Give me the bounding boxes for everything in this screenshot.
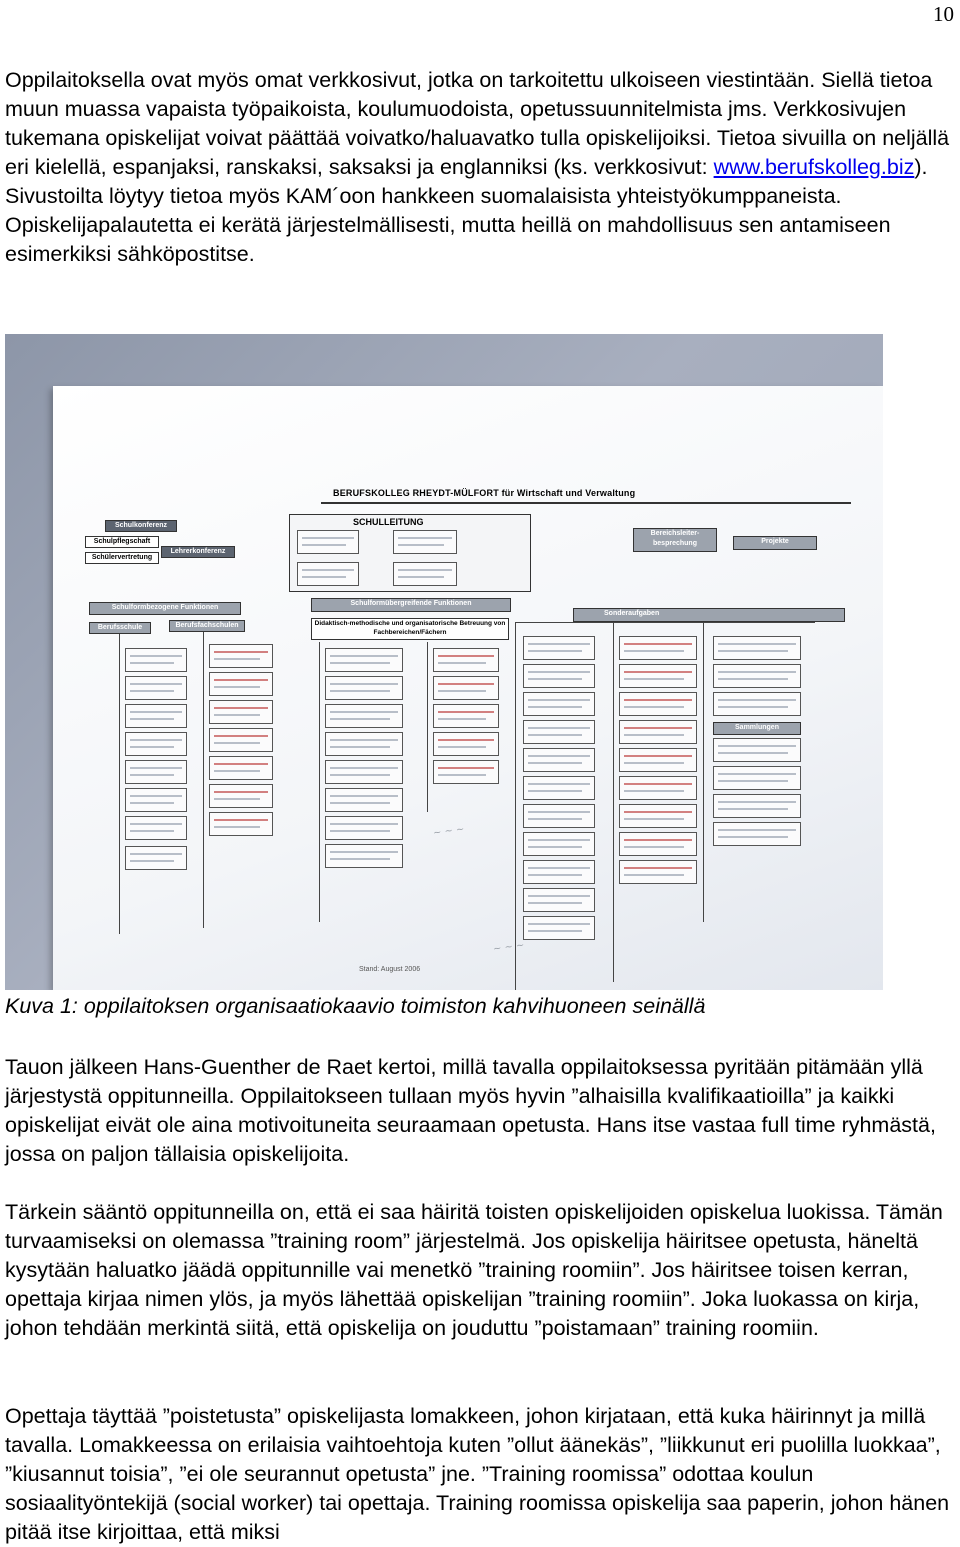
- box-didaktisch: Didaktisch-methodische und organisatorische Betreuung von Fachbereichen/Fächern: [311, 618, 509, 640]
- sa-box-25: [713, 766, 801, 790]
- line-col-7: [703, 622, 704, 922]
- handwriting-1: ~ ~ ~: [432, 823, 466, 840]
- title-rule: [321, 502, 851, 504]
- org-chart-paper: [53, 386, 883, 990]
- sa-box-27: [713, 822, 801, 846]
- did-box-8: [325, 844, 403, 868]
- paragraph-1: Tauon jälkeen Hans-Guenther de Raet kertoi, millä tavalla oppilaitoksessa pyritään pitämään yllä järjestystä oppitunneilla. Oppilaitokseen tullaan myös hyvin ”alhaisilla kvalifikaatioilla” ja kaikki opiskelijat eivät ole aina motivoituneita seuraamaan opetusta. Hans itse vastaa full time ryhmästä, jossa on paljon tällaisia opiskelijoita.: [5, 1055, 936, 1166]
- line-col-2: [203, 632, 204, 928]
- bs-box-6: [125, 788, 187, 812]
- sa-box-5: [523, 748, 595, 772]
- did-box-2: [325, 676, 403, 700]
- sa-box-3: [523, 692, 595, 716]
- sa-box-14: [619, 692, 697, 716]
- intro-text-after-link: ). Sivustoilta löytyy tietoa myös KAM´oon hankkeen suomalaisista yhteistyökumppaneista. Opiskelijapalautetta ei kerätä järjestelmällisesti, mutta heillä on mahdollisuus sen antamiseen esimerkiksi sähköpostitse.: [5, 155, 928, 266]
- bs-box-3: [125, 704, 187, 728]
- sa-box-4: [523, 720, 595, 744]
- box-schulformuebergreifende: Schulformübergreifende Funktionen: [311, 598, 511, 612]
- sa-box-16: [619, 748, 697, 772]
- leitung-box-1: [297, 530, 359, 554]
- leitung-box-2: [393, 530, 457, 554]
- sa-box-6: [523, 776, 595, 800]
- sa-box-19: [619, 832, 697, 856]
- leitung-box-3: [297, 562, 359, 586]
- line-top-right: [515, 622, 815, 623]
- bs-box-5: [125, 760, 187, 784]
- handwriting-2: ~ ~ ~: [492, 939, 526, 956]
- box-schulpflegschaft: Schulpflegschaft: [85, 536, 159, 548]
- sa-box-17: [619, 776, 697, 800]
- bfs-box-5: [209, 756, 273, 780]
- did-box-4: [325, 732, 403, 756]
- bs-box-7: [125, 816, 187, 840]
- box-sammlungen: Sammlungen: [713, 722, 801, 735]
- sa-box-2: [523, 664, 595, 688]
- sa-box-22: [713, 664, 801, 688]
- box-bereichsleiter: Bereichsleiter-besprechung: [633, 528, 717, 552]
- bs-box-2: [125, 676, 187, 700]
- did-box-5: [325, 760, 403, 784]
- org-chart-title: BERUFSKOLLEG RHEYDT-MÜLFORT für Wirtschaft und Verwaltung: [333, 488, 636, 498]
- sa-box-10: [523, 888, 595, 912]
- sa-box-24: [713, 738, 801, 762]
- did-box-11: [433, 704, 499, 728]
- sa-box-15: [619, 720, 697, 744]
- did-box-7: [325, 816, 403, 840]
- box-schuelervertretung: Schülervertretung: [85, 552, 159, 564]
- line-col-5: [515, 622, 516, 990]
- figure-caption: Kuva 1: oppilaitoksen organisaatiokaavio toimiston kahvihuoneen seinällä: [5, 994, 706, 1018]
- sa-box-12: [619, 636, 697, 660]
- bfs-box-2: [209, 672, 273, 696]
- box-schulkonferenz: Schulkonferenz: [105, 520, 177, 532]
- sa-box-18: [619, 804, 697, 828]
- bfs-box-1: [209, 644, 273, 668]
- paragraph-3: Opettaja täyttää ”poistetusta” opiskelijasta lomakkeen, johon kirjataan, että kuka häirinnyt ja millä tavalla. Lomakkeessa on erilaisia vaihtoehtoja kuten ”ollut äänekäs”, ”liikkunut eri puolilla luokkaa”, ”kiusannut toisia”, ”ei ole seurannut opetusta” jne. ”Training roomissa” odottaa koulun sosiaalityöntekijä (social worker) tai opettaja. Training roomissa opiskelija saa paperin, johon hänen pitää itse kirjoittaa, että miksi: [5, 1404, 950, 1544]
- bs-box-4: [125, 732, 187, 756]
- bs-box-1: [125, 648, 187, 672]
- line-col-1: [119, 634, 120, 934]
- intro-paragraph: [5, 66, 957, 269]
- bfs-box-4: [209, 728, 273, 752]
- box-schulformbezogene: Schulformbezogene Funktionen: [89, 602, 241, 615]
- website-link[interactable]: www.berufskolleg.biz: [713, 155, 915, 179]
- bfs-box-3: [209, 700, 273, 724]
- bfs-box-6: [209, 784, 273, 808]
- box-berufsfachschulen: Berufsfachschulen: [169, 620, 245, 632]
- bfs-box-7: [209, 812, 273, 836]
- sa-box-23: [713, 692, 801, 716]
- paragraph-2: Tärkein sääntö oppitunneilla on, että ei saa häiritä toisten opiskelijoiden opiskelua luokissa. Tämän turvaamiseksi on olemassa ”training room” järjestelmä. Jos opiskelija häiritsee opetusta, häneltä kysytään haluatko jäädä oppitunnille vai menetkö ”training roomiin”. Jos häiritsee toisen kerran, opettaja kirjaa nimen ylös, ja myös lähettää opiskelijan ”training roomiin”. Joka luokassa on kirja, johon tehdään merkintä siitä, että opiskelija on jouduttu ”poistamaan” training roomiin.: [5, 1200, 943, 1340]
- line-col-3: [319, 642, 320, 922]
- schulleitung-label: SCHULLEITUNG: [353, 517, 424, 527]
- bs-box-8: [125, 846, 187, 870]
- box-berufsschule: Berufsschule: [89, 622, 151, 634]
- sa-box-21: [713, 636, 801, 660]
- stand-date: Stand: August 2006: [359, 966, 421, 973]
- did-box-1: [325, 648, 403, 672]
- page-number: 10: [933, 2, 954, 26]
- leitung-box-4: [393, 562, 457, 586]
- sa-box-8: [523, 832, 595, 856]
- did-box-10: [433, 676, 499, 700]
- org-chart-photo: [5, 334, 883, 990]
- did-box-6: [325, 788, 403, 812]
- box-lehrerkonferenz: Lehrerkonferenz: [161, 546, 235, 558]
- intro-text-before-link: Oppilaitoksella ovat myös omat verkkosivut, jotka on tarkoitettu ulkoiseen viestintään. Siellä tietoa muun muassa vapaista työpaikoista, koulumuodoista, opetussuunnitelmista jms. Verkkosivujen tukemana opiskelijat voivat päättää voivatko/haluavatko tulla opiskelijoiksi. Tietoa sivuilla on neljällä eri kielellä, espanjaksi, ranskaksi, saksaksi ja englanniksi (ks. verkkosivut:: [5, 68, 950, 179]
- sa-box-20: [619, 860, 697, 884]
- sa-box-9: [523, 860, 595, 884]
- sa-box-26: [713, 794, 801, 818]
- sa-box-1: [523, 636, 595, 660]
- did-box-13: [433, 760, 499, 784]
- box-sonderaufgaben: Sonderaufgaben: [573, 608, 845, 622]
- sa-box-11: [523, 916, 595, 940]
- did-box-3: [325, 704, 403, 728]
- sa-box-13: [619, 664, 697, 688]
- sa-box-7: [523, 804, 595, 828]
- line-col-4: [427, 642, 428, 812]
- did-box-12: [433, 732, 499, 756]
- box-projekte: Projekte: [733, 536, 817, 550]
- did-box-9: [433, 648, 499, 672]
- line-col-6: [613, 622, 614, 982]
